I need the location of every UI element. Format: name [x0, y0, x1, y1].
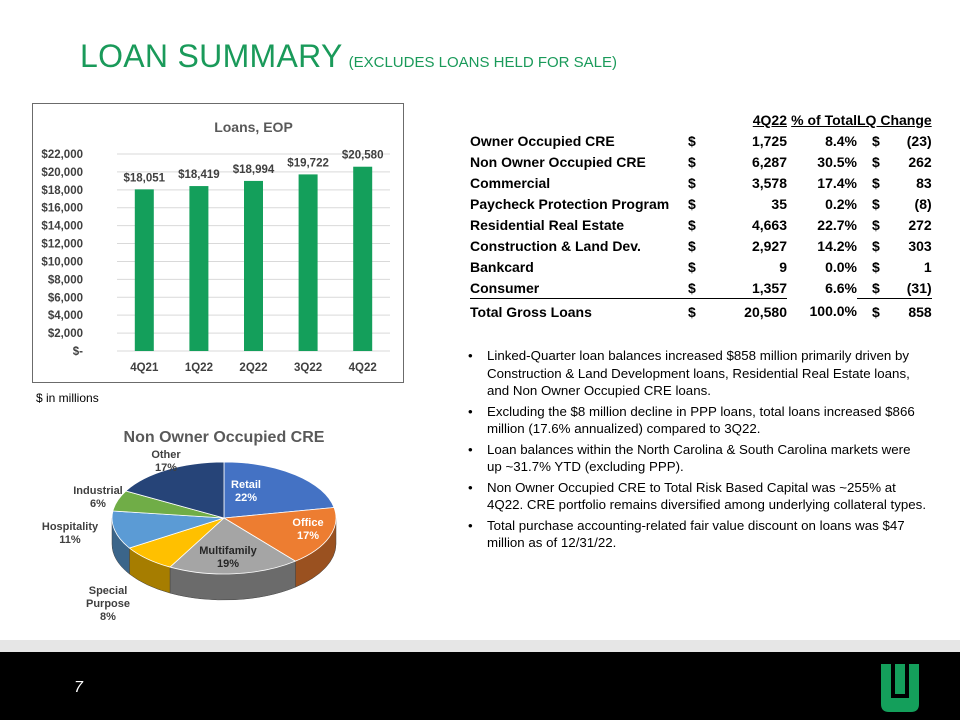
row-label: Residential Real Estate: [470, 216, 625, 233]
x-tick-label: 4Q21: [130, 362, 159, 374]
bar: [189, 186, 208, 351]
bar-data-label: $18,994: [232, 163, 275, 176]
row-lq-change: 303: [908, 237, 932, 254]
title-subtitle: (EXCLUDES LOANS HELD FOR SALE): [348, 54, 618, 71]
pie-category-label: Other: [151, 449, 181, 461]
bank-logo-icon: [880, 664, 920, 712]
pie-value-label: 19%: [216, 558, 240, 570]
row-pct-total: 0.2%: [825, 195, 857, 212]
bullet-item: [468, 347, 928, 400]
total-value: 20,580: [744, 303, 787, 320]
row-change-dollar: $: [857, 277, 880, 299]
total-dollar-sign: $: [688, 303, 696, 320]
pie-value-label: 11%: [59, 534, 81, 546]
row-dollar-sign: $: [688, 258, 696, 275]
table-row: [470, 130, 932, 151]
x-tick-label: 4Q22: [348, 362, 377, 374]
row-label: Non Owner Occupied CRE: [470, 153, 646, 170]
y-tick-label: $-: [72, 346, 83, 358]
y-tick-label: $6,000: [47, 292, 83, 305]
row-pct-total: 30.5%: [817, 153, 857, 170]
units-note: $ in millions: [36, 391, 99, 405]
bullet-item: [468, 441, 928, 476]
row-value: 6,287: [751, 153, 787, 170]
y-tick-label: $2,000: [47, 328, 83, 341]
total-pct: 100.0%: [809, 303, 857, 320]
table-header-4q22: 4Q22: [752, 111, 787, 128]
table-total-row: [470, 299, 932, 323]
row-dollar-sign: $: [688, 132, 696, 149]
table-row: [470, 277, 932, 299]
y-tick-label: $14,000: [41, 220, 83, 233]
row-change-dollar: $: [872, 237, 880, 254]
x-tick-label: 2Q22: [239, 362, 268, 374]
bullet-dot-icon: •: [468, 479, 473, 495]
pie-category-label: Industrial: [73, 485, 123, 497]
pie-category-label: Special: [88, 585, 128, 597]
bar: [244, 181, 263, 351]
table-row: [470, 172, 932, 193]
footer-bar: [0, 652, 960, 720]
x-tick-label: 3Q22: [294, 362, 323, 374]
row-change-dollar: $: [872, 216, 880, 233]
table-row: [470, 214, 932, 235]
row-label: Construction & Land Dev.: [470, 237, 641, 254]
bar: [135, 189, 154, 351]
bullet-item: [468, 517, 928, 552]
footer-divider: [0, 640, 960, 652]
bullet-dot-icon: •: [468, 517, 473, 533]
row-dollar-sign: $: [688, 216, 696, 233]
row-change-dollar: $: [872, 153, 880, 170]
row-label: Commercial: [470, 174, 551, 191]
row-pct-total: 22.7%: [817, 216, 857, 233]
bar-data-label: $18,419: [178, 169, 220, 182]
row-pct-total: 8.4%: [825, 132, 857, 149]
row-lq-change: (31): [880, 277, 932, 299]
table-row: [470, 151, 932, 172]
y-tick-label: $18,000: [41, 184, 83, 197]
bullet-dot-icon: •: [468, 441, 473, 457]
row-label: Owner Occupied CRE: [470, 132, 615, 149]
table-header-label: [470, 109, 688, 130]
y-tick-label: $10,000: [41, 256, 83, 269]
pie-value-label: 17%: [296, 530, 320, 542]
y-tick-label: $12,000: [41, 238, 83, 251]
cre-pie-chart-wrap: [40, 420, 380, 635]
row-lq-change: 272: [908, 216, 932, 233]
row-lq-change: 1: [923, 258, 932, 275]
bar-data-label: $20,580: [341, 149, 384, 162]
bullet-dot-icon: •: [468, 348, 473, 363]
bullet-item: [468, 479, 928, 514]
row-value: 3,578: [751, 174, 787, 191]
total-lq-change: 858: [908, 303, 932, 320]
row-dollar-sign: $: [688, 277, 703, 299]
pie-category-label: Hospitality: [41, 521, 99, 533]
table-header-row: [470, 109, 932, 130]
total-change-dollar: $: [872, 303, 880, 320]
loans-bar-chart: [33, 104, 402, 381]
bullet-text: Non Owner Occupied CRE to Total Risk Based Capital was ~255% at 4Q22. CRE portfolio remains diversified among underlying collateral types.: [487, 479, 927, 512]
loans-bar-chart-frame: [32, 103, 404, 383]
bullet-dot-icon: •: [468, 403, 473, 419]
bar-data-label: $18,051: [123, 172, 166, 185]
pie-category-label: Multifamily: [199, 545, 257, 557]
pie-category-label: Retail: [231, 479, 261, 491]
row-change-dollar: $: [872, 132, 880, 149]
row-value: 35: [771, 195, 787, 212]
y-tick-label: $22,000: [41, 149, 83, 161]
row-value: 1,357: [703, 277, 787, 299]
pie-value-label: 17%: [154, 462, 178, 474]
table-body: [470, 130, 932, 322]
row-dollar-sign: $: [688, 237, 696, 254]
row-lq-change: 83: [916, 174, 932, 191]
bar: [299, 174, 318, 351]
table-row: [470, 235, 932, 256]
bullet-item: [468, 403, 928, 438]
row-lq-change: (23): [906, 132, 932, 149]
row-value: 1,725: [751, 132, 787, 149]
y-tick-label: $4,000: [47, 310, 83, 323]
cre-pie-chart: [40, 420, 380, 635]
row-label: Bankcard: [470, 258, 534, 275]
bar-chart-title: Loans, EOP: [214, 119, 293, 135]
pie-value-label: 22%: [234, 492, 258, 504]
bullet-text: Total purchase accounting-related fair value discount on loans was $47 million as of 12/31/22.: [487, 517, 905, 550]
bullet-text: Linked-Quarter loan balances increased $858 million primarily driven by Construction & Land Development loans, Residential Real Estate loans, and Non Owner Occupied CRE loans.: [487, 348, 910, 398]
pie-value-label: 6%: [90, 498, 106, 510]
row-dollar-sign: $: [688, 195, 696, 212]
y-tick-label: $20,000: [41, 166, 83, 179]
loan-summary-table: [470, 109, 932, 322]
pie-chart-title: Non Owner Occupied CRE: [123, 429, 325, 446]
table-header-spacer: [688, 109, 703, 130]
row-lq-change: (8): [914, 195, 932, 212]
row-dollar-sign: $: [688, 174, 696, 191]
row-lq-change: 262: [908, 153, 932, 170]
x-tick-label: 1Q22: [184, 362, 213, 374]
bullet-text: Excluding the $8 million decline in PPP loans, total loans increased $866 million (17.6% annualized) compared to 3Q22.: [487, 403, 915, 436]
page-number: 7: [74, 679, 83, 696]
row-change-dollar: $: [872, 195, 880, 212]
table-row: [470, 193, 932, 214]
row-pct-total: 6.6%: [825, 279, 857, 296]
row-value: 2,927: [751, 237, 787, 254]
row-value: 9: [779, 258, 787, 275]
row-pct-total: 17.4%: [817, 174, 857, 191]
commentary-bullets: [468, 347, 928, 555]
row-label: Consumer: [470, 277, 688, 299]
row-change-dollar: $: [872, 174, 880, 191]
title-main: LOAN SUMMARY: [80, 38, 343, 74]
y-tick-label: $16,000: [41, 202, 83, 215]
row-dollar-sign: $: [688, 153, 696, 170]
bar: [353, 167, 372, 351]
table-header-lq-change: LQ Change: [857, 111, 932, 128]
row-pct-total: 0.0%: [825, 258, 857, 275]
row-value: 4,663: [751, 216, 787, 233]
row-label: Paycheck Protection Program: [470, 195, 670, 212]
pie-category-label: Office: [292, 517, 324, 529]
y-tick-label: $8,000: [47, 274, 83, 287]
pie-category-label: Purpose: [85, 598, 131, 610]
bullet-text: Loan balances within the North Carolina & South Carolina markets were up ~31.7% YTD (excluding PPP).: [487, 441, 911, 474]
table-header-pct-total: % of Total: [791, 111, 857, 128]
row-pct-total: 14.2%: [817, 237, 857, 254]
row-change-dollar: $: [872, 258, 880, 275]
pie-value-label: 8%: [100, 611, 116, 623]
table-row: [470, 256, 932, 277]
page-title: [80, 38, 617, 75]
total-label: Total Gross Loans: [470, 303, 592, 320]
bar-data-label: $19,722: [287, 157, 329, 170]
